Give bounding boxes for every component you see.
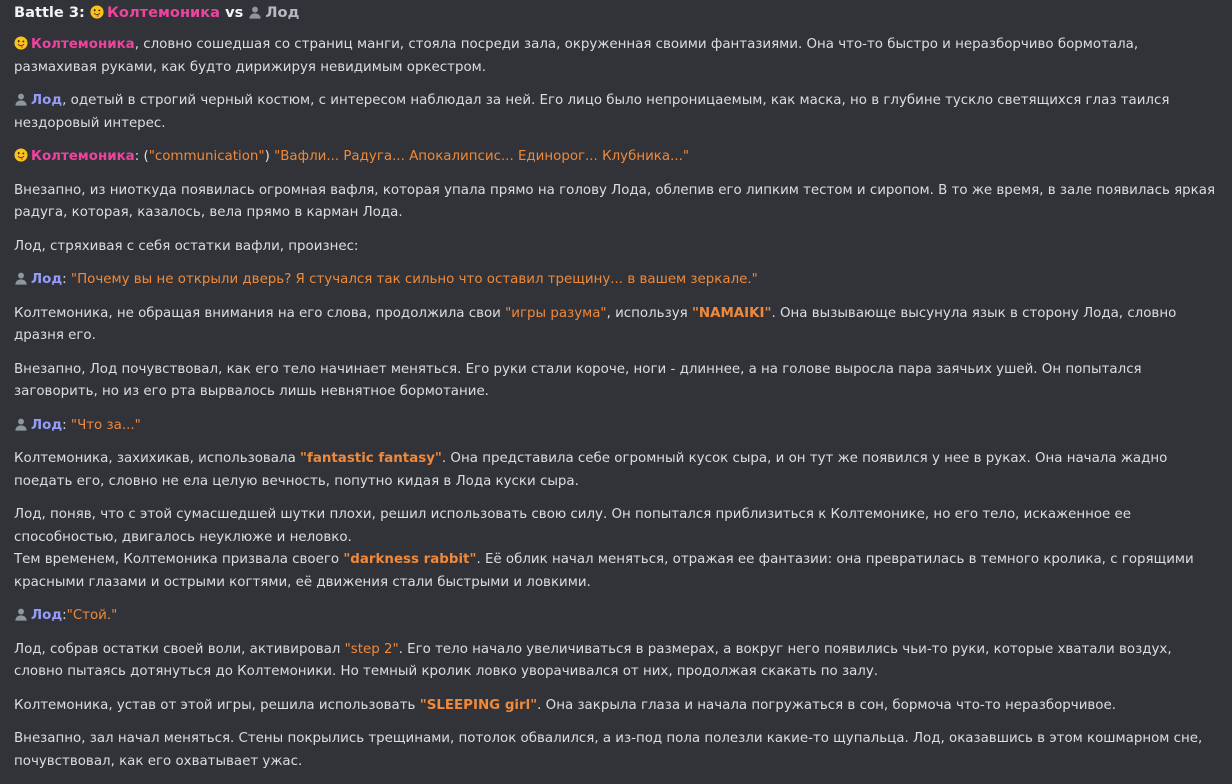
battle-title xyxy=(14,2,1218,23)
battle-number: Battle 3: xyxy=(14,4,85,21)
skill-name: "communication" xyxy=(148,149,265,164)
lod-name: Лод xyxy=(31,272,63,287)
text: Колтемоника, не обращая внимания на его слова, продолжила свои xyxy=(14,305,506,321)
fighter1-name: Колтемоника xyxy=(107,4,221,21)
text: . Она представила себе огромный кусок сыра, и он тут же появился у нее в руках. Она начала жадно поедать его, словно не ела целую вечность, попутно кидая в Лода куски сыра. xyxy=(14,451,1168,489)
skill-name: "step 2" xyxy=(344,641,399,657)
text: . Его тело начало увеличиваться в размерах, а вокруг него появились чьи-то руки, которые хватали воздух, словно пытаясь дотянуться до Колтемоники. Но темный кролик ловко уворачивался от них, продолжая скакать по залу. xyxy=(14,641,1172,679)
text: . Её облик начал меняться, отражая ее фантазии: она превратилась в темного кролика, с горящими красными глазами и острыми когтями, её движения стали быстрыми и ловкими. xyxy=(14,552,1194,590)
text: Тем временем, Колтемоника призвала своего xyxy=(14,552,344,567)
speech: "Вафли... Радуга... Апокалипсис... Единорог... Клубника..." xyxy=(274,149,690,164)
lod-name: Лод xyxy=(31,417,63,433)
paragraph-6 xyxy=(14,269,1218,292)
paragraph-13 xyxy=(14,605,1218,628)
text: ) xyxy=(264,149,275,164)
text: Колтемоника, захихикав, использовала xyxy=(14,451,301,466)
bust-silhouette-icon xyxy=(14,607,28,621)
text: , используя xyxy=(606,305,692,321)
versus-label: vs xyxy=(225,4,244,21)
paragraph-9 xyxy=(14,415,1218,438)
bust-silhouette-icon xyxy=(14,271,28,285)
text: , одетый в строгий черный костюм, с интересом наблюдал за ней. Его лицо было непроницаемым, как маска, но в глубине тускло светящихся глаз таился нездоровый интерес. xyxy=(14,93,1170,131)
text: : ( xyxy=(134,149,149,164)
paragraph-16: Внезапно, зал начал меняться. Стены покрылись трещинами, потолок обвалился, а из-под пола полезли какие-то щупальца. Лод, оказавшись в этом кошмарном сне, почувствовал, как его охватывает ужас. xyxy=(14,731,1203,769)
paragraph-15 xyxy=(14,695,1218,718)
skill-name: "игры разума" xyxy=(505,305,607,321)
text: , словно сошедшая со страниц манги, стояла посреди зала, окруженная своими фантазиями. Она что-то быстро и неразборчиво бормотала, размахивая руками, как будто дирижируя невидимым оркестром. xyxy=(14,37,1139,75)
text: . Она закрыла глаза и начала погружаться в сон, бормоча что-то неразборчивое. xyxy=(537,697,1116,713)
speech: "Почему вы не открыли дверь? Я стучался так сильно что оставил трещину... в вашем зеркале." xyxy=(70,272,758,287)
kolt-name: Колтемоника xyxy=(31,37,135,52)
tongue-face-icon xyxy=(90,5,104,19)
text: : xyxy=(62,272,71,287)
paragraph-8: Внезапно, Лод почувствовал, как его тело начинает меняться. Его руки стали короче, ноги - длиннее, а на голове выросла пара заячьих ушей. Он попытался заговорить, но из его рта вырвалось лишь невнятное бормотание. xyxy=(14,361,1142,399)
bust-silhouette-icon xyxy=(14,417,28,431)
paragraph-5: Лод, стряхивая с себя остатки вафли, произнес: xyxy=(14,238,359,254)
skill-name: "fantastic fantasy" xyxy=(300,451,442,466)
paragraph-11: Лод, поняв, что с этой сумасшедшей шутки плохи, решил использовать свою силу. Он попытался приблизиться к Колтемонике, но его тело, искаженное ее способностью, двигалось неуклюже и неловко. xyxy=(14,507,1131,545)
text: . Она вызывающе высунула язык в сторону Лода, словно дразня его. xyxy=(14,305,1177,343)
text: : xyxy=(62,608,67,623)
paragraph-7 xyxy=(14,303,1218,348)
skill-name: "darkness rabbit" xyxy=(343,552,477,567)
paragraph-4: Внезапно, из ниоткуда появилась огромная вафля, которая упала прямо на голову Лода, облепив его липким тестом и сиропом. В то же время, в зале появилась яркая радуга, которая, казалось, вела прямо в карман Лода. xyxy=(14,182,1216,220)
skill-name: "SLEEPING girl" xyxy=(419,697,538,713)
fighter2-name: Лод xyxy=(265,4,300,21)
bust-silhouette-icon xyxy=(14,92,28,106)
tongue-face-icon xyxy=(14,36,28,50)
skill-name: "NAMAIKI" xyxy=(691,305,772,321)
paragraph-3 xyxy=(14,146,1218,169)
paragraph-14 xyxy=(14,639,1218,684)
speech: "Что за..." xyxy=(70,417,141,433)
paragraph-12 xyxy=(14,549,1218,594)
text: Колтемоника, устав от этой игры, решила использовать xyxy=(14,697,420,713)
text: : xyxy=(62,417,71,433)
text: Лод, собрав остатки своей воли, активировал xyxy=(14,641,345,657)
speech: "Стой." xyxy=(66,608,118,623)
tongue-face-icon xyxy=(14,148,28,162)
paragraph-2 xyxy=(14,90,1218,135)
lod-name: Лод xyxy=(31,608,63,623)
lod-name: Лод xyxy=(31,93,63,108)
kolt-name: Колтемоника xyxy=(31,149,135,164)
paragraph-10 xyxy=(14,448,1218,493)
bust-silhouette-icon xyxy=(248,5,262,19)
paragraph-1 xyxy=(14,34,1218,79)
